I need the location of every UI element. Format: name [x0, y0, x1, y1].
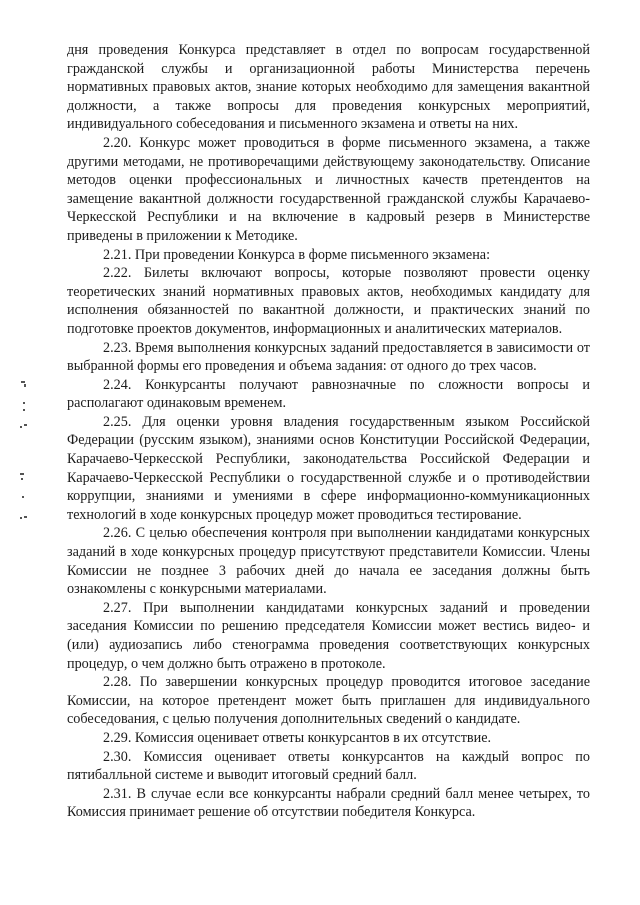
paragraph-2-23: 2.23. Время выполнения конкурсных заданий предоставляется в зависимости от выбранной формы его проведения и объема задания: от одного до трех часов. [67, 339, 590, 375]
scan-speck [20, 426, 22, 428]
document-body [67, 41, 590, 822]
paragraph-2-21: 2.21. При проведении Конкурса в форме письменного экзамена: [103, 246, 491, 263]
scan-speck [20, 517, 22, 519]
paragraph-2-22: 2.22. Билеты включают вопросы, которые позволяют провести оценку теоретических знаний нормативных правовых актов, необходимых кандидату для исполнения обязанностей по вакантной должности, и практических знаний по подготовке проектов документов, информационных и аналитических материалов. [67, 265, 590, 337]
scan-margin-specks [0, 0, 40, 905]
scan-speck [23, 409, 25, 411]
scan-speck [23, 402, 25, 404]
scan-speck [24, 424, 27, 426]
scan-speck [21, 381, 25, 383]
paragraph-2-27: 2.27. При выполнении кандидатами конкурсных заданий и проведении заседания Комиссии по решению председателя Комиссии может вестись видео- и (или) аудиозапись либо стенограмма проведения соответствующих конкурсных процедур, о чем должно быть отражено в протоколе. [67, 599, 590, 672]
scan-speck [24, 384, 26, 387]
paragraph-2-25: 2.25. Для оценки уровня владения государственным языком Российской Федерации (русским языком), знаниями основ Конституции Российской Федерации, Карачаево-Черкесской Республики, законодательства Российской Федерации и Карачаево-Черкесской Республики о государственной службе и о противодействии коррупции, знаниями и умениями в сфере информационно-коммуникационных технологий в ходе конкурсных процедур может проводиться тестирование. [67, 413, 590, 523]
paragraph-2-26: 2.26. С целью обеспечения контроля при выполнении кандидатами конкурсных заданий в ходе конкурсных процедур присутствуют представители Комиссии. Члены Комиссии не позднее 3 рабочих дней до начала ее заседания должны быть ознакомлены с конкурсными материалами. [67, 525, 590, 598]
scan-speck [24, 516, 27, 518]
paragraph-2-31: 2.31. В случае если все конкурсанты набрали средний балл менее четырех, то Комиссия принимает решение об отсутствии победителя Конкурса. [67, 785, 590, 821]
paragraph-2-20: 2.20. Конкурс может проводиться в форме письменного экзамена, а также другими методами, не противоречащими действующему законодательству. Описание методов оценки профессиональных и личностных качеств претендентов на замещение вакантной должности государственной гражданской службы Карачаево-Черкесской Республики и на включение в кадровый резерв в Министерстве приведены в приложении к Методике. [67, 134, 590, 244]
paragraph-2-24: 2.24. Конкурсанты получают равнозначные по сложности вопросы и располагают одинаковым временем. [67, 376, 590, 412]
paragraph-2-28: 2.28. По завершении конкурсных процедур проводится итоговое заседание Комиссии, на которое претендент может быть приглашен для индивидуального собеседования, с целью получения дополнительных сведений о кандидате. [67, 674, 590, 728]
paragraph-continuation: дня проведения Конкурса представляет в отдел по вопросам государственной гражданской службы и организационной работы Министерства перечень нормативных правовых актов, знание которых необходимо для замещения вакантной должности, а также вопросы для проведения конкурсных мероприятий, индивидуального собеседования и письменного экзамена и ответы на них. [67, 42, 590, 133]
paragraph-2-29: 2.29. Комиссия оценивает ответы конкурсантов в их отсутствие. [103, 729, 492, 746]
scan-speck [21, 478, 23, 480]
scan-speck [20, 473, 24, 475]
paragraph-2-30: 2.30. Комиссия оценивает ответы конкурсантов на каждый вопрос по пятибалльной системе и выводит итоговый средний балл. [67, 748, 590, 784]
scan-speck [22, 496, 24, 498]
